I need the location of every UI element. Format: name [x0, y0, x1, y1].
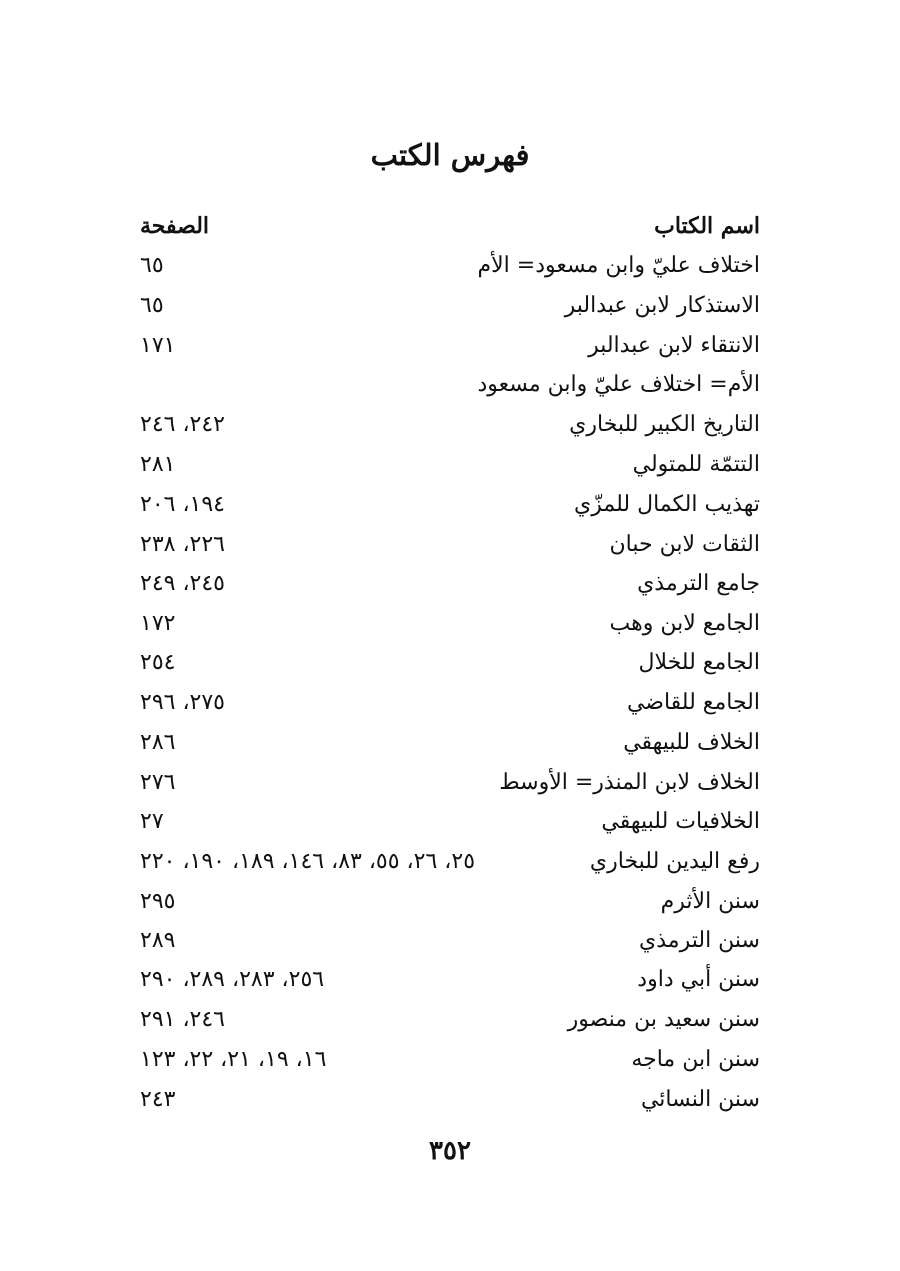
- book-name: التتمّة للمتولي: [632, 452, 760, 477]
- book-name: سنن سعيد بن منصور: [567, 1007, 760, 1032]
- book-name: الجامع للقاضي: [626, 690, 760, 715]
- index-header: [140, 208, 760, 244]
- book-name: رفع اليدين للبخاري: [589, 849, 760, 874]
- index-row: [140, 765, 760, 801]
- page-refs: ٢٩٥: [140, 889, 176, 914]
- index-row: [140, 487, 760, 523]
- index-row: [140, 1082, 760, 1118]
- book-name: الجامع للخلال: [638, 650, 760, 675]
- book-name: الخلاف لابن المنذر= الأوسط: [499, 770, 760, 795]
- page-refs: ٢٥٤: [140, 650, 176, 675]
- page-refs: ١٧١: [140, 333, 176, 358]
- index-row: [140, 725, 760, 761]
- page-title: فهرس الكتب: [370, 138, 530, 172]
- index-row: [140, 844, 760, 880]
- book-name: الجامع لابن وهب: [609, 611, 760, 636]
- book-name: الأم= اختلاف عليّ وابن مسعود: [477, 372, 760, 397]
- index-row: [140, 1042, 760, 1078]
- index-row: [140, 804, 760, 840]
- page-refs: ١٩٤، ٢٠٦: [140, 492, 225, 517]
- book-name: الخلافيات للبيهقي: [601, 809, 760, 834]
- index-row: [140, 1002, 760, 1038]
- book-name: سنن أبي داود: [637, 967, 760, 992]
- page-refs: ٢٤٦، ٢٩١: [140, 1007, 225, 1032]
- book-name-header: اسم الكتاب: [654, 213, 760, 239]
- page-refs: ٦٥: [140, 253, 164, 278]
- index-row: [140, 527, 760, 563]
- page-refs: ١٧٢: [140, 611, 176, 636]
- book-name: سنن ابن ماجه: [631, 1047, 760, 1072]
- page-refs: ٦٥: [140, 293, 164, 318]
- page-refs: ٢٨٩: [140, 928, 176, 953]
- book-name: الاستذكار لابن عبدالبر: [564, 293, 760, 318]
- index-row: [140, 923, 760, 959]
- page-number: ٣٥٢: [429, 1136, 471, 1166]
- index-row: [140, 606, 760, 642]
- page-refs: ٢٧٥، ٢٩٦: [140, 690, 225, 715]
- index-row: [140, 447, 760, 483]
- index-row: [140, 645, 760, 681]
- book-name: الانتقاء لابن عبدالبر: [588, 333, 760, 358]
- index-row: [140, 884, 760, 920]
- book-name: اختلاف عليّ وابن مسعود= الأم: [477, 253, 760, 278]
- page-refs: ٢٧٦: [140, 770, 176, 795]
- index-row: [140, 248, 760, 284]
- index-row: [140, 685, 760, 721]
- page-refs: ١٦، ١٩، ٢١، ٢٢، ١٢٣: [140, 1047, 327, 1072]
- book-name: الثقات لابن حبان: [609, 532, 760, 557]
- index-row: [140, 407, 760, 443]
- book-name: التاريخ الكبير للبخاري: [569, 412, 760, 437]
- book-name: سنن الترمذي: [639, 928, 760, 953]
- page-refs: ٢٤٢، ٢٤٦: [140, 412, 225, 437]
- page-refs: ٢٤٥، ٢٤٩: [140, 571, 225, 596]
- index-row: [140, 328, 760, 364]
- page-refs: ٢٧: [140, 809, 164, 834]
- book-name: جامع الترمذي: [637, 571, 760, 596]
- book-name: الخلاف للبيهقي: [623, 730, 760, 755]
- index-row: [140, 566, 760, 602]
- book-name: سنن الأثرم: [660, 889, 760, 914]
- page-header: الصفحة: [140, 213, 210, 239]
- page-refs: ٢٢٦، ٢٣٨: [140, 532, 225, 557]
- page-refs: ٢٤٣: [140, 1087, 176, 1112]
- page-refs: ٢٥، ٢٦، ٥٥، ٨٣، ١٤٦، ١٨٩، ١٩٠، ٢٢٠: [140, 849, 476, 874]
- page-refs: ٢٨٦: [140, 730, 176, 755]
- index-row: [140, 962, 760, 998]
- book-name: تهذيب الكمال للمزّي: [574, 492, 760, 517]
- page-refs: ٢٨١: [140, 452, 176, 477]
- index-row: [140, 367, 760, 403]
- book-name: سنن النسائي: [640, 1087, 760, 1112]
- index-row: [140, 288, 760, 324]
- page-refs: ٢٥٦، ٢٨٣، ٢٨٩، ٢٩٠: [140, 967, 325, 992]
